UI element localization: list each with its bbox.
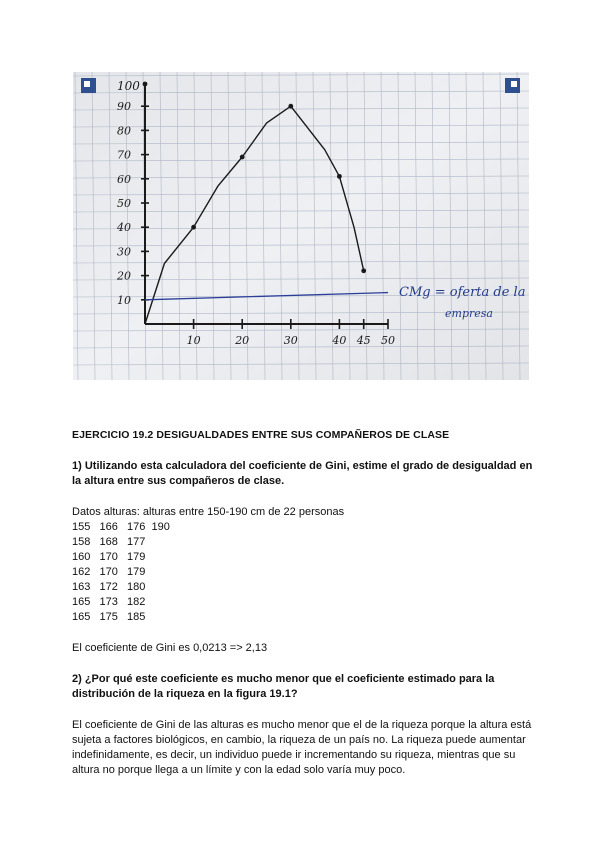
- x-tick-label: 40: [332, 334, 347, 347]
- data-row: 160 170 179: [72, 551, 146, 563]
- annotation-line2: empresa: [445, 307, 493, 320]
- curve-point: [337, 174, 342, 179]
- graph-photo: [73, 72, 529, 380]
- data-intro: Datos alturas: alturas entre 150-190 cm de 22 personas: [72, 506, 345, 518]
- answer-2: El coeficiente de Gini de las alturas es mucho menor que el de la riqueza porque la altura está sujeta a factores biológicos, en cambio, la riqueza de un país no. La riqueza puede aumentar indefinidamente, es decir, un individuo puede ir incrementando su riqueza, mientras que su altura no porque llega a un límite y con la edad solo varía muy poco.: [72, 719, 532, 776]
- curve-point: [191, 225, 196, 230]
- y-tick-label: 90: [117, 100, 131, 114]
- gini-result: El coeficiente de Gini es 0,0213 => 2,13: [72, 642, 268, 654]
- corner-marker-right: [505, 78, 520, 93]
- y-tick-label: 50: [117, 197, 131, 210]
- document-body: [72, 428, 542, 778]
- y-axis-top-dot: [143, 82, 148, 87]
- x-tick-label: 10: [186, 334, 201, 347]
- question-1: 1) Utilizando esta calculadora del coeficiente de Gini, estime el grado de desigualdad en la altura entre sus compañeros de clase.: [72, 460, 533, 487]
- y-top-label: 100: [117, 79, 140, 93]
- data-row: 158 168 177: [72, 536, 146, 548]
- exercise-title: EJERCICIO 19.2 DESIGUALDADES ENTRE SUS COMPAÑEROS DE CLASE: [72, 429, 450, 441]
- x-tick-label: 30: [283, 334, 298, 347]
- y-tick-label: 80: [117, 124, 131, 138]
- x-tick-label: 50: [381, 334, 395, 347]
- y-tick-label: 60: [117, 172, 131, 186]
- y-tick-label: 10: [117, 293, 131, 307]
- x-tick-label: 45: [356, 334, 371, 347]
- height-data-rows: [72, 520, 542, 625]
- y-tick-label: 20: [117, 269, 131, 283]
- y-tick-label: 30: [117, 245, 131, 259]
- data-row: 162 170 179: [72, 566, 146, 578]
- data-row: 163 172 180: [72, 581, 146, 593]
- curve-point: [361, 268, 366, 273]
- x-tick-label: 20: [235, 334, 250, 347]
- annotation-line1: CMg = oferta de la: [399, 285, 526, 300]
- curve-point: [240, 155, 245, 160]
- y-tick-label: 70: [117, 148, 131, 162]
- data-row: 165 175 185: [72, 611, 146, 623]
- curve-point: [288, 104, 293, 109]
- data-row: 155 166 176 190: [72, 521, 170, 533]
- question-2: 2) ¿Por qué este coeficiente es mucho menor que el coeficiente estimado para la distribución de la riqueza en la figura 19.1?: [72, 673, 495, 700]
- y-tick-label: 40: [117, 221, 131, 235]
- data-row: 165 173 182: [72, 596, 146, 608]
- corner-marker-left: [81, 78, 96, 93]
